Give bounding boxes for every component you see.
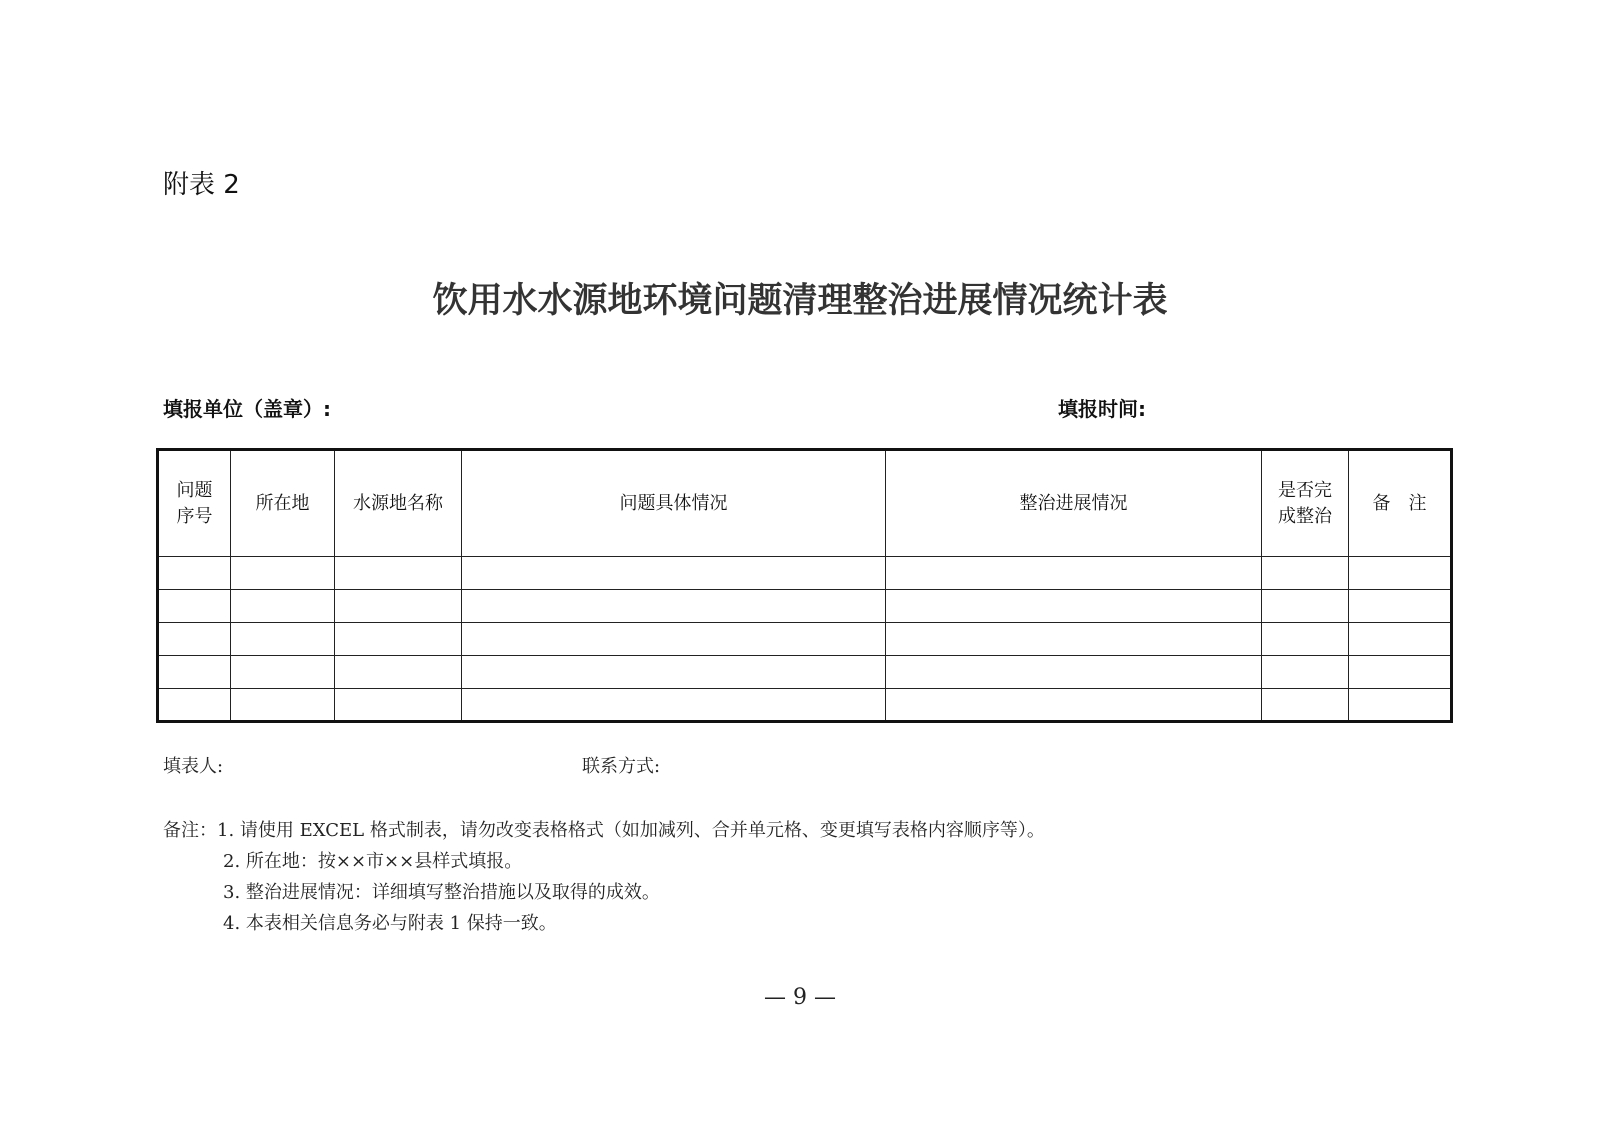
- table-cell[interactable]: [886, 656, 1262, 689]
- table-cell[interactable]: [886, 590, 1262, 623]
- table-cell[interactable]: [158, 557, 231, 590]
- notes-section: [163, 815, 1045, 939]
- table-cell[interactable]: [1349, 590, 1452, 623]
- header-issue-details: 问题具体情况: [462, 450, 886, 557]
- table-cell[interactable]: [231, 557, 335, 590]
- table-row: [158, 557, 1452, 590]
- table-cell[interactable]: [1349, 656, 1452, 689]
- table-cell[interactable]: [335, 689, 462, 722]
- page-number: — 9 —: [764, 985, 836, 1010]
- form-filler-label: 填表人:: [163, 756, 224, 777]
- table-cell[interactable]: [158, 656, 231, 689]
- table-cell[interactable]: [335, 590, 462, 623]
- table-cell[interactable]: [886, 623, 1262, 656]
- document-title: 饮用水水源地环境问题清理整治进展情况统计表: [432, 280, 1168, 321]
- header-remarks: 备 注: [1349, 450, 1452, 557]
- note-item: 2. 所在地：按××市××县样式填报。: [223, 851, 523, 872]
- header-location: 所在地: [231, 450, 335, 557]
- notes-prefix: 备注：: [163, 820, 217, 841]
- table-cell[interactable]: [335, 623, 462, 656]
- statistics-table: [156, 448, 1453, 723]
- table-cell[interactable]: [335, 656, 462, 689]
- table-row: [158, 689, 1452, 722]
- table-cell[interactable]: [158, 689, 231, 722]
- table-cell[interactable]: [886, 557, 1262, 590]
- reporting-time-label: 填报时间:: [1058, 397, 1146, 421]
- table-cell[interactable]: [462, 590, 886, 623]
- table-cell[interactable]: [462, 656, 886, 689]
- reporting-unit-label: 填报单位（盖章）:: [163, 397, 331, 421]
- note-item: 4. 本表相关信息务必与附表 1 保持一致。: [223, 913, 557, 934]
- table-cell[interactable]: [462, 689, 886, 722]
- table-cell[interactable]: [1349, 557, 1452, 590]
- note-item: 备注：1. 请使用 EXCEL 格式制表，请勿改变表格格式（如加减列、合并单元格、变更填写表格内容顺序等）。: [163, 820, 1045, 841]
- table-cell[interactable]: [335, 557, 462, 590]
- table-cell[interactable]: [1349, 689, 1452, 722]
- table-cell[interactable]: [231, 656, 335, 689]
- contact-info-label: 联系方式:: [582, 756, 661, 777]
- header-issue-number: 问题 序号: [158, 450, 231, 557]
- table-row: [158, 656, 1452, 689]
- table-row: [158, 590, 1452, 623]
- table-cell[interactable]: [1262, 689, 1349, 722]
- table-cell[interactable]: [462, 623, 886, 656]
- table-cell[interactable]: [231, 590, 335, 623]
- table-cell[interactable]: [231, 623, 335, 656]
- note-item: 3. 整治进展情况：详细填写整治措施以及取得的成效。: [223, 882, 660, 903]
- table-cell[interactable]: [1262, 623, 1349, 656]
- table-cell[interactable]: [158, 623, 231, 656]
- header-remediation-progress: 整治进展情况: [886, 450, 1262, 557]
- header-remediation-completed: 是否完 成整治: [1262, 450, 1349, 557]
- table-cell[interactable]: [1262, 590, 1349, 623]
- table-cell[interactable]: [231, 689, 335, 722]
- table-cell[interactable]: [886, 689, 1262, 722]
- table-row: [158, 623, 1452, 656]
- header-water-source-name: 水源地名称: [335, 450, 462, 557]
- table-cell[interactable]: [158, 590, 231, 623]
- table-header-row: [158, 450, 1452, 557]
- table-cell[interactable]: [1262, 557, 1349, 590]
- table-cell[interactable]: [1262, 656, 1349, 689]
- table-cell[interactable]: [1349, 623, 1452, 656]
- table-cell[interactable]: [462, 557, 886, 590]
- appendix-label: 附表 2: [163, 170, 240, 200]
